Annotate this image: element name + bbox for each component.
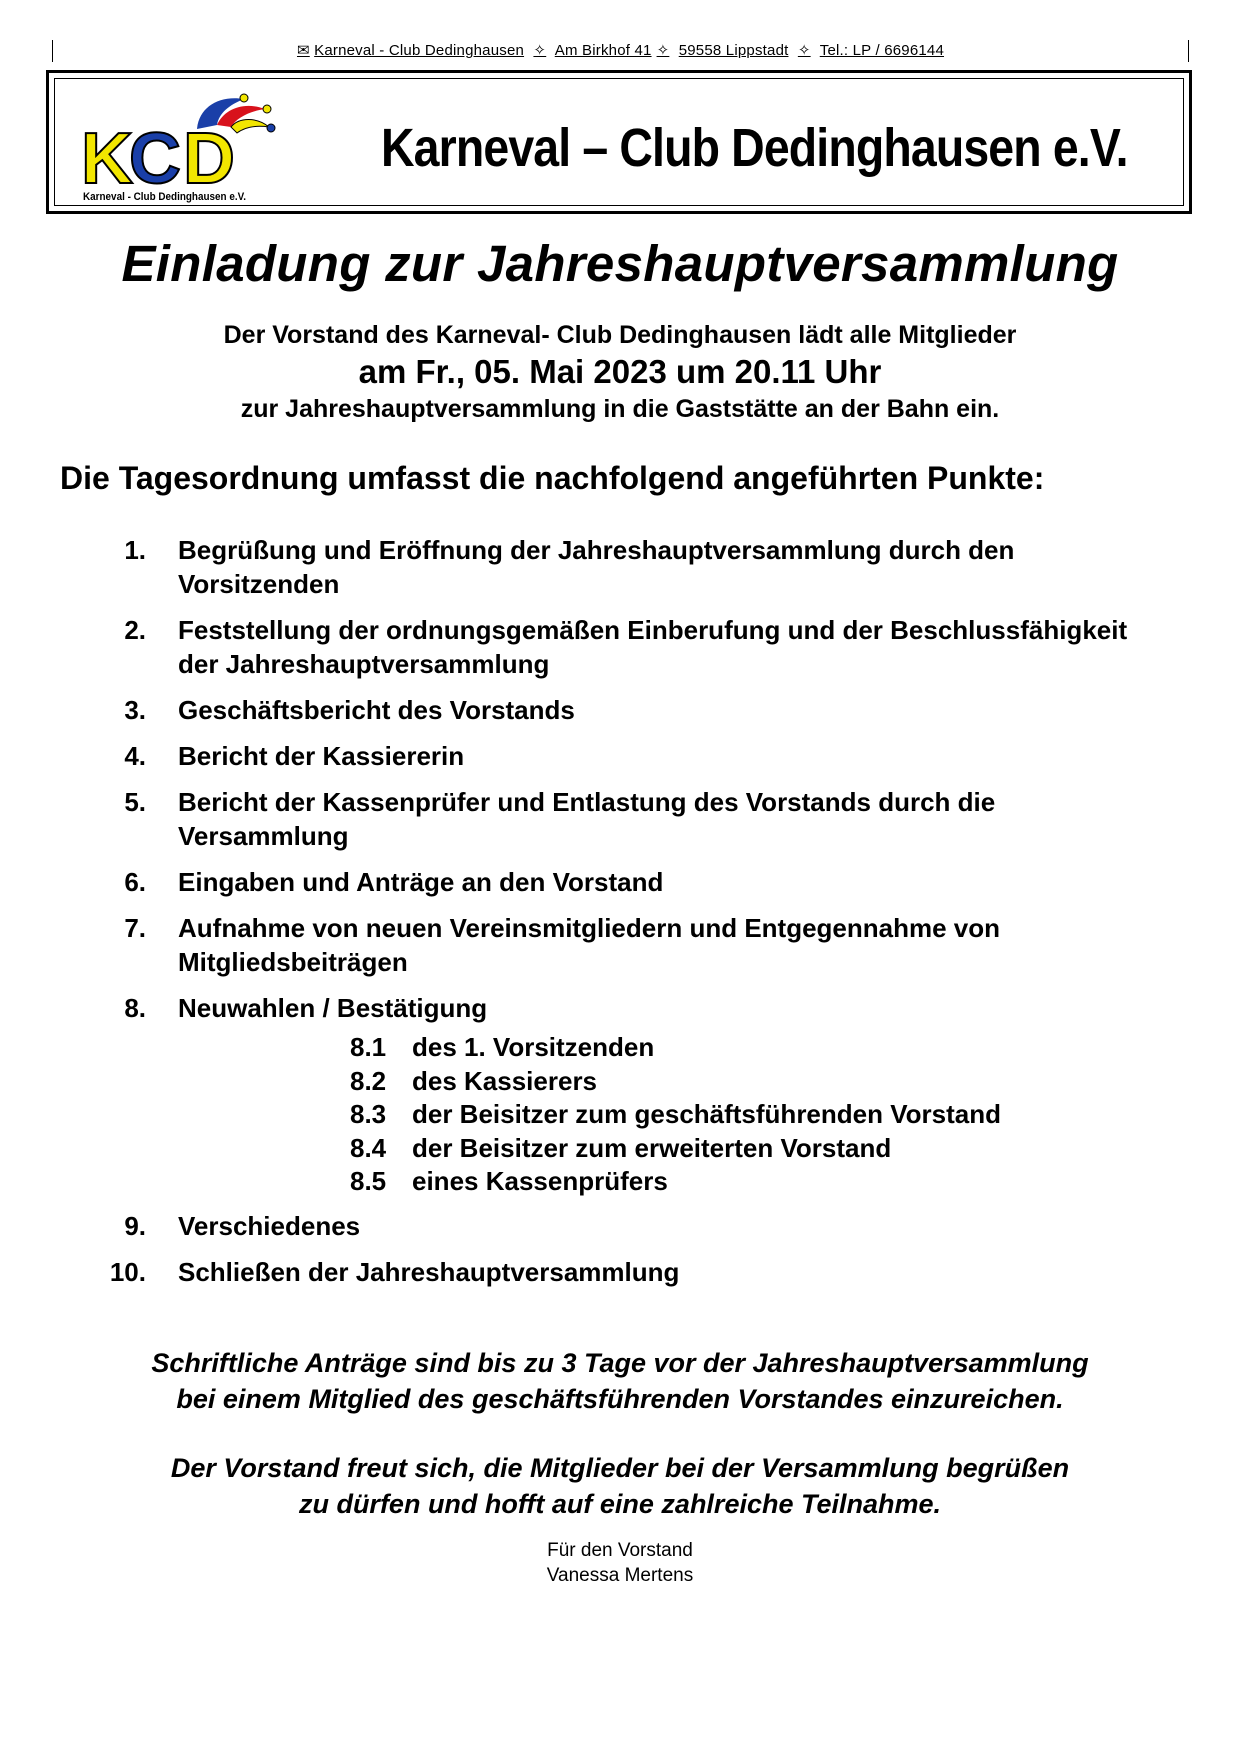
agenda-subitem: [350, 1065, 1160, 1099]
agenda-item-text: Bericht der Kassenprüfer und Entlastung des Vorstands durch die Versammlung: [178, 787, 996, 851]
welcome-note: [0, 1450, 1240, 1522]
agenda-item-text: Begrüßung und Eröffnung der Jahreshauptversammlung durch den Vorsitzenden: [178, 535, 1015, 599]
meeting-date: am Fr., 05. Mai 2023 um 20.11 Uhr: [358, 353, 882, 390]
submission-note-line-2: bei einem Mitglied des geschäftsführenden Vorstandes einzureichen.: [176, 1384, 1064, 1414]
agenda-subitem-number: 8.3: [350, 1099, 387, 1129]
kcd-logo: [79, 87, 279, 207]
agenda-subitem: [350, 1165, 1160, 1199]
submission-note-line-1: Schriftliche Anträge sind bis zu 3 Tage vor der Jahreshauptversammlung: [151, 1348, 1089, 1378]
agenda-subitem-number: 8.1: [350, 1032, 387, 1062]
agenda-item: [100, 739, 1160, 773]
agenda-subitem-text: der Beisitzer zum erweiterten Vorstand: [412, 1132, 892, 1163]
agenda-subitem: [350, 1132, 1160, 1166]
agenda-item-number: 9.: [124, 1210, 146, 1241]
welcome-note-line-1: Der Vorstand freut sich, die Mitglieder bei der Versammlung begrüßen: [170, 1453, 1070, 1483]
star-icon: ✧: [797, 42, 811, 59]
address-city: 59558 Lippstadt: [678, 42, 789, 59]
agenda-item-text: Feststellung der ordnungsgemäßen Einberufung und der Beschlussfähigkeit der Jahreshauptversammlung: [178, 615, 1128, 679]
agenda-item-number: 8.: [124, 993, 146, 1023]
address-club: Karneval - Club Dedinghausen: [314, 42, 525, 59]
invitation-title: Einladung zur Jahreshauptversammlung: [121, 235, 1119, 292]
agenda-item-number: 2.: [124, 615, 146, 645]
agenda-item-text: Aufnahme von neuen Vereinsmitgliedern und Entgegennahme von Mitgliedsbeiträgen: [178, 913, 1001, 977]
star-icon: ✧: [656, 42, 670, 59]
agenda-subitem-text: eines Kassenprüfers: [412, 1166, 668, 1196]
agenda-subitem-text: des 1. Vorsitzenden: [412, 1032, 655, 1062]
agenda-subitem-number: 8.5: [350, 1166, 387, 1196]
agenda-item-number: 6.: [124, 867, 146, 897]
agenda-item-text: Geschäftsbericht des Vorstands: [178, 695, 575, 725]
address-phone: Tel.: LP / 6696144: [819, 42, 945, 59]
signature-role: Für den Vorstand: [547, 1540, 693, 1561]
agenda-item: [100, 785, 1160, 853]
intro-text: [0, 318, 1240, 426]
agenda-item: [100, 533, 1160, 601]
jester-bell: [263, 105, 271, 113]
submission-note: [0, 1345, 1240, 1417]
agenda-item-number: 10.: [109, 1256, 146, 1287]
agenda-item-number: 1.: [124, 535, 146, 565]
agenda-item-number: 3.: [124, 695, 146, 725]
agenda-item: [100, 1255, 1160, 1289]
agenda-item-text: Bericht der Kassiererin: [178, 741, 465, 771]
agenda-subitem: [350, 1031, 1160, 1065]
agenda-list: [100, 533, 1160, 1301]
agenda-subitem-list: [350, 1031, 1160, 1199]
club-title: Karneval – Club Dedinghausen e.V.: [381, 118, 1128, 178]
agenda-item: [100, 911, 1160, 979]
logo-caption: Karneval - Club Dedinghausen e.V.: [83, 191, 247, 203]
agenda-item-number: 7.: [124, 913, 146, 943]
agenda-item-number: 4.: [124, 741, 146, 771]
agenda-item-text: Neuwahlen / Bestätigung: [178, 993, 488, 1023]
agenda-subitem-number: 8.2: [350, 1065, 387, 1096]
agenda-item-text: Schließen der Jahreshauptversammlung: [178, 1256, 680, 1287]
agenda-item: [100, 1209, 1160, 1243]
agenda-item: [100, 613, 1160, 681]
logo-letter-c: C: [129, 119, 181, 199]
agenda-item-text: Verschiedenes: [178, 1210, 361, 1241]
signature-name: Vanessa Mertens: [546, 1565, 694, 1586]
jester-bell: [240, 94, 248, 102]
star-icon: ✧: [533, 42, 547, 59]
intro-line-1: Der Vorstand des Karneval- Club Dedinghausen lädt alle Mitglieder: [223, 321, 1017, 349]
agenda-item: [100, 693, 1160, 727]
address-street: Am Birkhof 41: [554, 42, 652, 59]
envelope-icon: ✉: [296, 42, 310, 59]
agenda-subitem-text: der Beisitzer zum geschäftsführenden Vorstand: [412, 1099, 1001, 1129]
agenda-subitem-number: 8.4: [350, 1132, 387, 1163]
agenda-heading: Die Tagesordnung umfasst die nachfolgend angeführten Punkte:: [60, 460, 1045, 496]
logo-letter-k: K: [81, 119, 133, 199]
jester-bell: [267, 124, 275, 132]
agenda-subitem-text: des Kassierers: [412, 1065, 598, 1096]
agenda-item: [100, 865, 1160, 899]
agenda-subitem: [350, 1098, 1160, 1132]
signature: [0, 1538, 1240, 1588]
agenda-item-text: Eingaben und Anträge an den Vorstand: [178, 867, 664, 897]
agenda-item: [100, 991, 1160, 1025]
intro-line-3: zur Jahreshauptversammlung in die Gaststätte an der Bahn ein.: [240, 395, 1000, 423]
header-inner-frame: [54, 78, 1184, 206]
header-box: [46, 70, 1192, 214]
welcome-note-line-2: zu dürfen und hofft auf eine zahlreiche Teilnahme.: [298, 1489, 942, 1519]
agenda-item-number: 5.: [124, 787, 146, 817]
logo-letter-d: D: [183, 119, 235, 199]
address-line: [52, 40, 1189, 62]
jester-hat-yellow: [231, 120, 269, 134]
